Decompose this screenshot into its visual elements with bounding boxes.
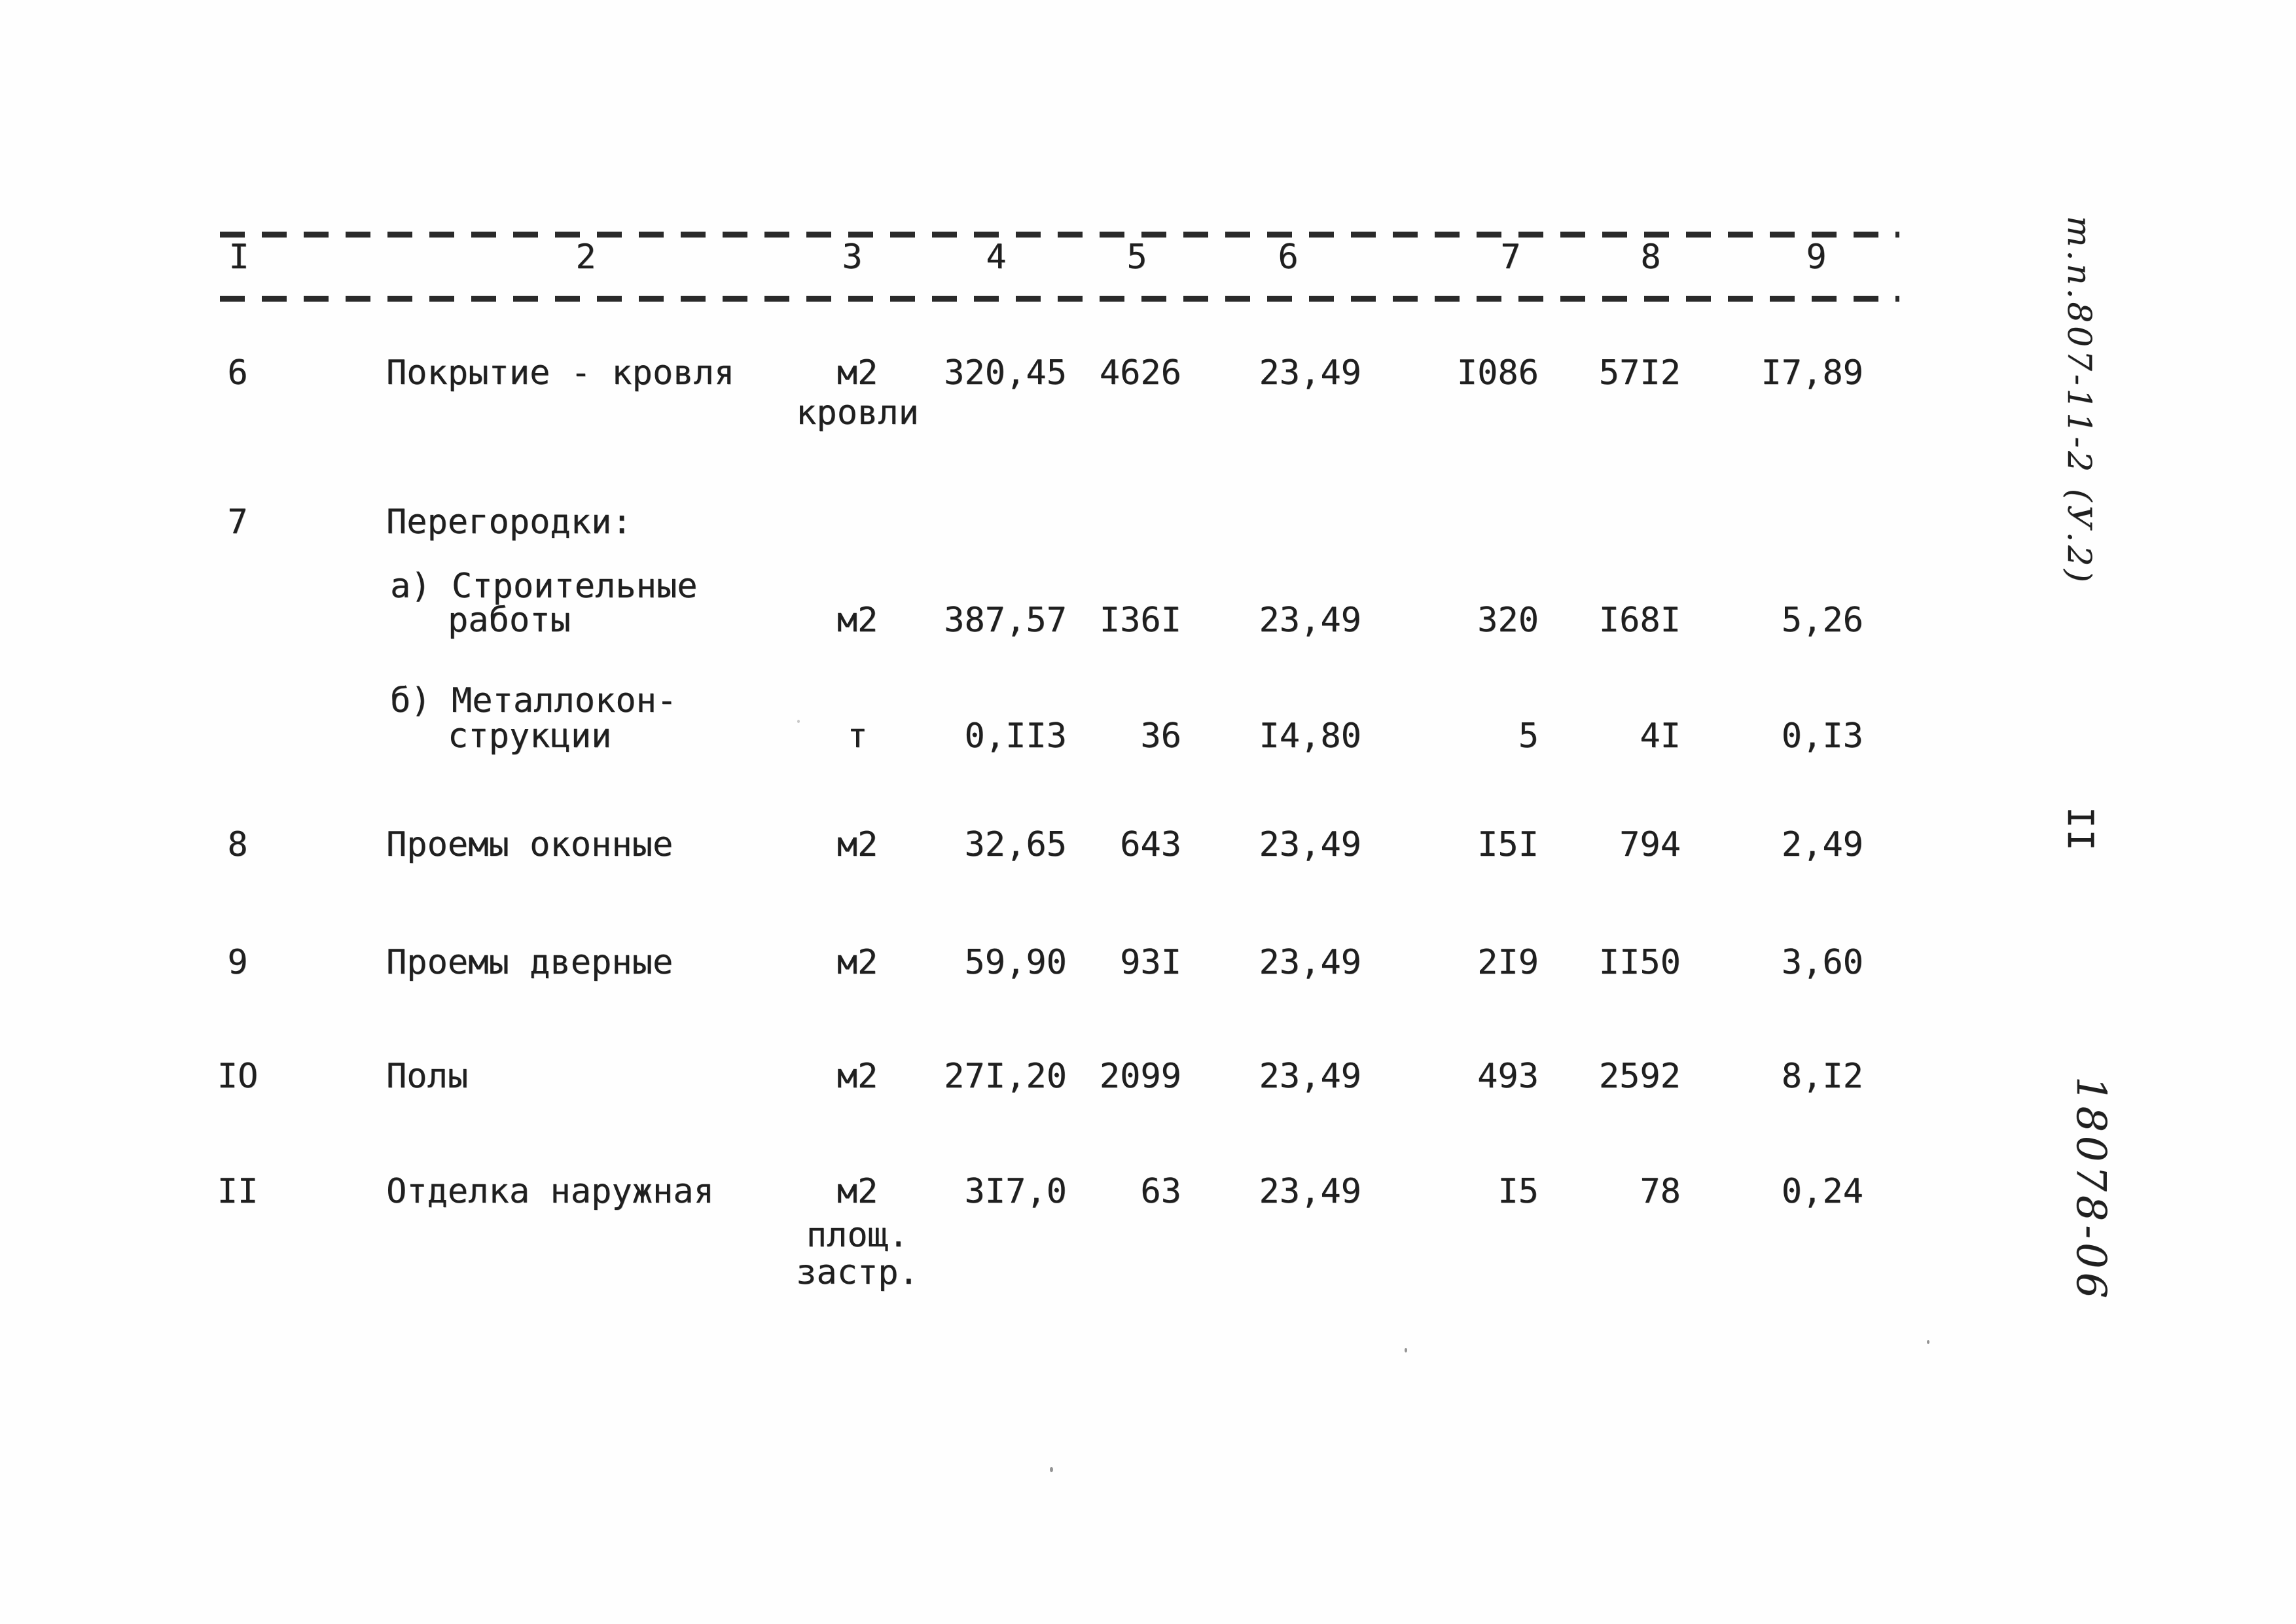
row-value-col9: 3,60: [1781, 943, 1863, 982]
row-name: Проемы оконные: [386, 825, 673, 864]
row-value-col9: 5,26: [1781, 601, 1863, 640]
row-value-col7: I5I: [1477, 825, 1539, 864]
row-name-line2: струкции: [448, 716, 612, 756]
row-unit: т: [847, 716, 868, 756]
column-header-5: 5: [1126, 238, 1147, 277]
row-value-col8: 794: [1619, 825, 1681, 864]
row-value-col8: I68I: [1598, 601, 1681, 640]
row-number: 8: [227, 825, 248, 864]
row-value-col8: 4I: [1640, 716, 1681, 756]
row-value-col5: 93I: [1120, 943, 1181, 982]
row-unit: м2: [836, 943, 878, 982]
row-name: Проемы дверные: [386, 943, 673, 982]
row-value-col6: 23,49: [1259, 353, 1361, 393]
dashed-rule-top: [220, 232, 1899, 238]
column-header-6: 6: [1278, 238, 1299, 277]
column-header-8: 8: [1640, 238, 1661, 277]
row-value-col7: I086: [1456, 353, 1539, 393]
column-header-1: I: [228, 238, 249, 277]
row-name: Покрытие - кровля: [386, 353, 735, 393]
row-value-col4: 320,45: [944, 353, 1067, 393]
row-number: IO: [217, 1057, 259, 1096]
row-name-line1: б) Металлокон-: [390, 681, 677, 720]
row-value-col5: 2099: [1099, 1057, 1181, 1096]
row-value-col8: II50: [1598, 943, 1681, 982]
row-value-col4: 3I7,0: [964, 1172, 1067, 1211]
row-unit: м2: [836, 1172, 878, 1211]
row-number: 7: [227, 503, 248, 542]
row-name-line1: а) Строительные: [390, 567, 698, 606]
scan-speck: [1927, 1340, 1929, 1344]
row-name: Полы: [386, 1057, 469, 1096]
scan-speck: [797, 720, 800, 723]
row-unit-line2: площ.: [806, 1216, 909, 1255]
row-value-col7: 320: [1477, 601, 1539, 640]
column-header-7: 7: [1500, 238, 1521, 277]
row-value-col9: 2,49: [1781, 825, 1863, 864]
row-value-col9: 0,I3: [1781, 716, 1863, 756]
row-value-col5: 63: [1140, 1172, 1181, 1211]
row-value-col7: 493: [1477, 1057, 1539, 1096]
row-value-col9: I7,89: [1761, 353, 1863, 393]
row-unit: м2: [836, 825, 878, 864]
row-name-line2: работы: [448, 601, 571, 640]
column-header-3: 3: [842, 238, 863, 277]
row-value-col4: 27I,20: [944, 1057, 1067, 1096]
page-number: II: [2060, 807, 2101, 853]
inventory-number-handwritten: 18078-06: [2068, 1076, 2115, 1303]
column-header-4: 4: [986, 238, 1007, 277]
row-value-col9: 0,24: [1781, 1172, 1863, 1211]
row-value-col7: I5: [1498, 1172, 1539, 1211]
row-number: II: [217, 1172, 259, 1211]
column-header-9: 9: [1806, 238, 1827, 277]
row-value-col9: 8,I2: [1781, 1057, 1863, 1096]
row-value-col6: 23,49: [1259, 1057, 1361, 1096]
series-designation-label: т.п.807-11-2 (У.2): [2060, 216, 2098, 586]
row-unit: м2: [836, 601, 878, 640]
scan-speck: [1405, 1348, 1407, 1352]
row-value-col8: 78: [1640, 1172, 1681, 1211]
row-unit-line3: застр.: [796, 1253, 919, 1292]
row-number: 6: [227, 353, 248, 393]
row-unit: м2: [836, 1057, 878, 1096]
column-header-2: 2: [575, 238, 596, 277]
row-value-col4: 32,65: [964, 825, 1067, 864]
row-value-col4: 387,57: [944, 601, 1067, 640]
row-unit-line2: кровли: [796, 393, 919, 432]
row-value-col6: 23,49: [1259, 1172, 1361, 1211]
row-number: 9: [227, 943, 248, 982]
scan-speck: [1050, 1467, 1053, 1472]
row-value-col7: 5: [1518, 716, 1539, 756]
row-value-col8: 2592: [1598, 1057, 1681, 1096]
row-value-col6: I4,80: [1259, 716, 1361, 756]
row-value-col5: 36: [1140, 716, 1181, 756]
row-value-col7: 2I9: [1477, 943, 1539, 982]
row-value-col4: 59,90: [964, 943, 1067, 982]
dashed-rule-bottom: [220, 296, 1899, 302]
row-value-col6: 23,49: [1259, 825, 1361, 864]
row-value-col4: 0,II3: [964, 716, 1067, 756]
row-unit: м2: [836, 353, 878, 393]
row-value-col6: 23,49: [1259, 601, 1361, 640]
row-name: Перегородки:: [386, 503, 632, 542]
row-value-col5: I36I: [1099, 601, 1181, 640]
row-value-col5: 643: [1120, 825, 1181, 864]
row-value-col8: 57I2: [1598, 353, 1681, 393]
row-value-col6: 23,49: [1259, 943, 1361, 982]
row-name: Отделка наружная: [386, 1172, 714, 1211]
row-value-col5: 4626: [1099, 353, 1181, 393]
